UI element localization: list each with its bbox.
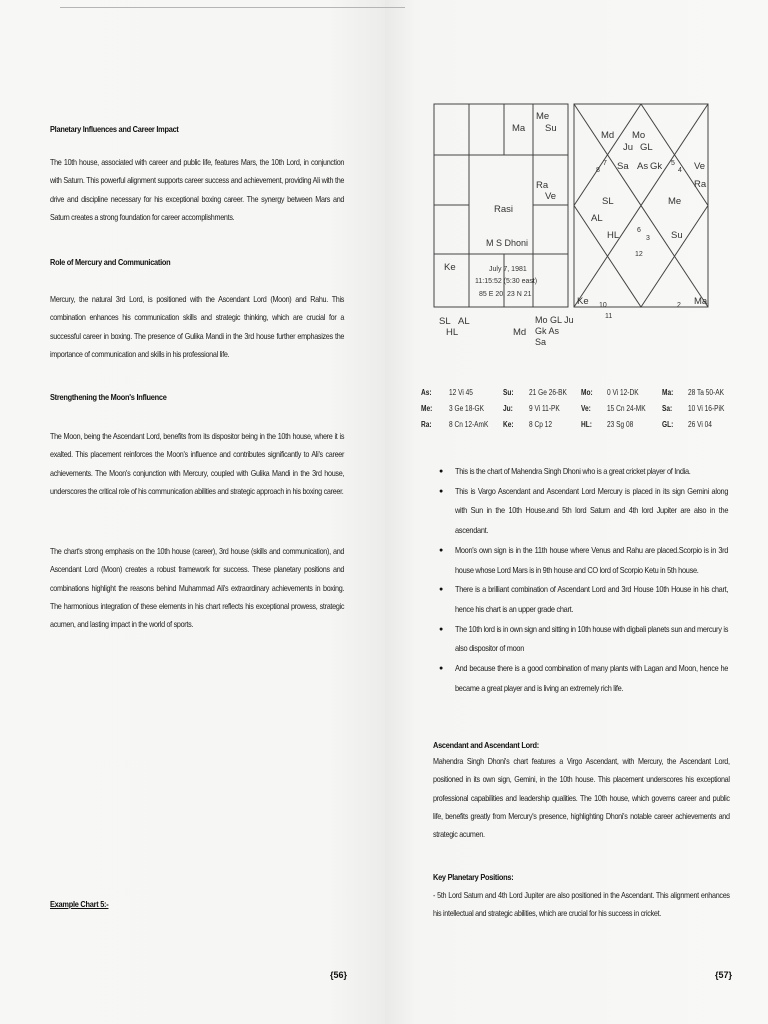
page-number: {56} [330,970,348,980]
nav-sa: Sa [617,161,629,172]
heading-ascendant-lord: Ascendant and Ascendant Lord: [433,740,539,750]
nav-mo: Mo [632,130,646,141]
nav-ju: Ju [623,142,634,153]
nav-al: AL [591,213,603,224]
nav-ma: Ma [694,296,708,307]
rasi-al: AL [458,316,470,327]
nav-house-3: 3 [646,235,650,242]
list-item: ● And because there is a good combination of many plants with Lagan and Moon, hence he became a great player and is living an extremely rich life. [438,659,728,698]
rasi-ke: Ke [444,262,456,273]
rasi-ve: Ve [545,191,557,202]
paragraph-key-positions: - 5th Lord Saturn and 4th Lord Jupiter are also positioned in the Ascendant. This alignment enhances his intellectual and strategic abilities, which are crucial for his success in cricket. [433,890,730,919]
nav-house-6: 6 [637,227,641,234]
nav-house-2: 2 [677,302,681,309]
nav-sl: SL [602,196,614,207]
nav-ke: Ke [577,296,589,307]
paragraph-ascendant: Mahendra Singh Dhoni's chart features a Virgo Ascendant, with Mercury, the Ascendant Lord, positioned in its own sign, Gemini, in the 10th house. This placement underscores his exceptional professional capabilities and leadership qualities. The 10th house, which governs career and public life, benefits greatly from Mercury's presence, highlighting Dhoni's notable career achievements and strategic acumen. [433,756,730,840]
nav-as: As [637,161,649,172]
heading-key-positions: Key Planetary Positions: [433,872,514,882]
nav-hl: HL [607,230,620,241]
heading-moons-influence: Strengthening the Moon's Influence [50,392,167,402]
nav-gl: GL [640,142,653,153]
nav-house-11: 11 [605,313,613,320]
paragraph-moon: The Moon, being the Ascendant Lord, benefits from its dispositor being in the 10th house, where it is exalted. This placement reinforces the Moon's influence and contributes significantly to Ali's career achievements. The Moon's conjunction with Mercury, coupled with Gulika Mandi in the 3rd house, underscores the critical role of his communication abilities and strategic approach in his boxing career. [50,431,345,496]
list-item: ● There is a brilliant combination of Ascendant Lord and 3rd House 10th House in his chart, hence his chart is an upper grade chart. [438,580,728,619]
paragraph-10th-house: The 10th house, associated with career and public life, features Mars, the 10th Lord, in conjunction with Saturn. This powerful alignment supports career success and achievement, providing Ali with the drive and discipline necessary for his exceptional boxing career. The synergy between Mars and Saturn creates a strong foundation for career accomplishments. [50,157,345,222]
rasi-sl: SL [439,316,451,327]
rasi-birth-date: July 7, 1981 [489,266,527,273]
list-item: ● This is Vargo Ascendant and Ascendant Lord Mercury is placed in its sign Gemini along with Sun in the 10th House.and 5th lord Saturn and 4th lord Jupiter are also in the ascendant. [438,482,728,541]
chart-analysis-bullets [438,462,728,698]
rasi-house-line3: Sa [535,337,547,347]
rasi-me: Me [536,111,550,122]
paragraph-summary: The chart's strong emphasis on the 10th house (career), 3rd house (skills and communication), and Ascendant Lord (Moon) creates a robust framework for success. These planetary positions and combinations highlight the reasons behind Muhammad Ali's extraordinary achievements in boxing. The harmonious integration of these elements in his chart reflects his exceptional prowess, strategic acumen, and lasting impact in the world of sports. [50,546,345,630]
nav-house-5: 5 [671,160,675,167]
planet-positions-table: As: 12 Vi 45 Su: 21 Ge 26-BK Mo: 0 Vi 12-DK Ma: 28 Ta 50-AK Me: 3 Ge 18-GK Ju: 9 Vi 11-PK Ve: 15 Cn 24-MK Sa: 10 Vi 16-PiK Ra: 8 Cn 12-AmK Ke: 8 Cp 12 HL: 23 Sg 08 GL: 26 Vi 04 [421,388,725,429]
heading-role-of-mercury: Role of Mercury and Communication [50,257,171,267]
nav-house-8: 8 [596,167,600,174]
example-chart-label: Example Chart 5:- [50,899,109,909]
list-item: ● The 10th lord is in own sign and sitting in 10th house with digbali planets sun and mercury is also dispositor of moon [438,620,728,659]
rasi-ma: Ma [512,123,526,134]
north-chart-labels [577,130,708,320]
rasi-native-name: M S Dhoni [486,238,529,248]
heading-planetary-influences: Planetary Influences and Career Impact [50,124,179,134]
nav-house-12: 12 [635,251,643,258]
birth-charts [385,0,768,400]
paragraph-mercury: Mercury, the natural 3rd Lord, is positioned with the Ascendant Lord (Moon) and Rahu. This combination enhances his communication skills and strategic thinking, which are crucial for a successful career in boxing. The presence of Gulika Mandi in the 3rd house further emphasizes the importance of communication and skills in his professional life. [50,294,345,359]
nav-ra: Ra [694,179,707,190]
rasi-hl: HL [446,327,459,338]
rasi-ra: Ra [536,180,549,191]
rasi-house-line2: Gk As [535,326,560,336]
nav-gk: Gk [650,161,663,172]
rasi-chart-labels [439,111,574,347]
rasi-house-line1: Mo GL Ju [535,315,574,325]
nav-md: Md [601,130,615,141]
list-item: ● Moon's own sign is in the 11th house where Venus and Rahu are placed.Scorpio is in 3rd house whose Lord Mars is in 9th house and CO lord of Scorpio Ketu in 5th house. [438,541,728,580]
rasi-title: Rasi [494,204,514,215]
nav-house-10: 10 [599,302,607,309]
page-number: {57} [715,970,733,980]
nav-house-7: 7 [603,160,607,167]
nav-ve: Ve [694,161,706,172]
rasi-su: Su [545,123,557,134]
nav-su: Su [671,230,683,241]
nav-me: Me [668,196,682,207]
list-item: ● This is the chart of Mahendra Singh Dhoni who is a great cricket player of India. [438,462,728,482]
nav-house-4: 4 [678,167,682,174]
rasi-md: Md [513,327,527,338]
page-top-edge [60,7,385,8]
rasi-birth-coords: 85 E 20, 23 N 21 [479,291,532,298]
right-page [385,0,768,1024]
rasi-birth-time: 11:15:52 (5:30 east) [475,278,538,285]
